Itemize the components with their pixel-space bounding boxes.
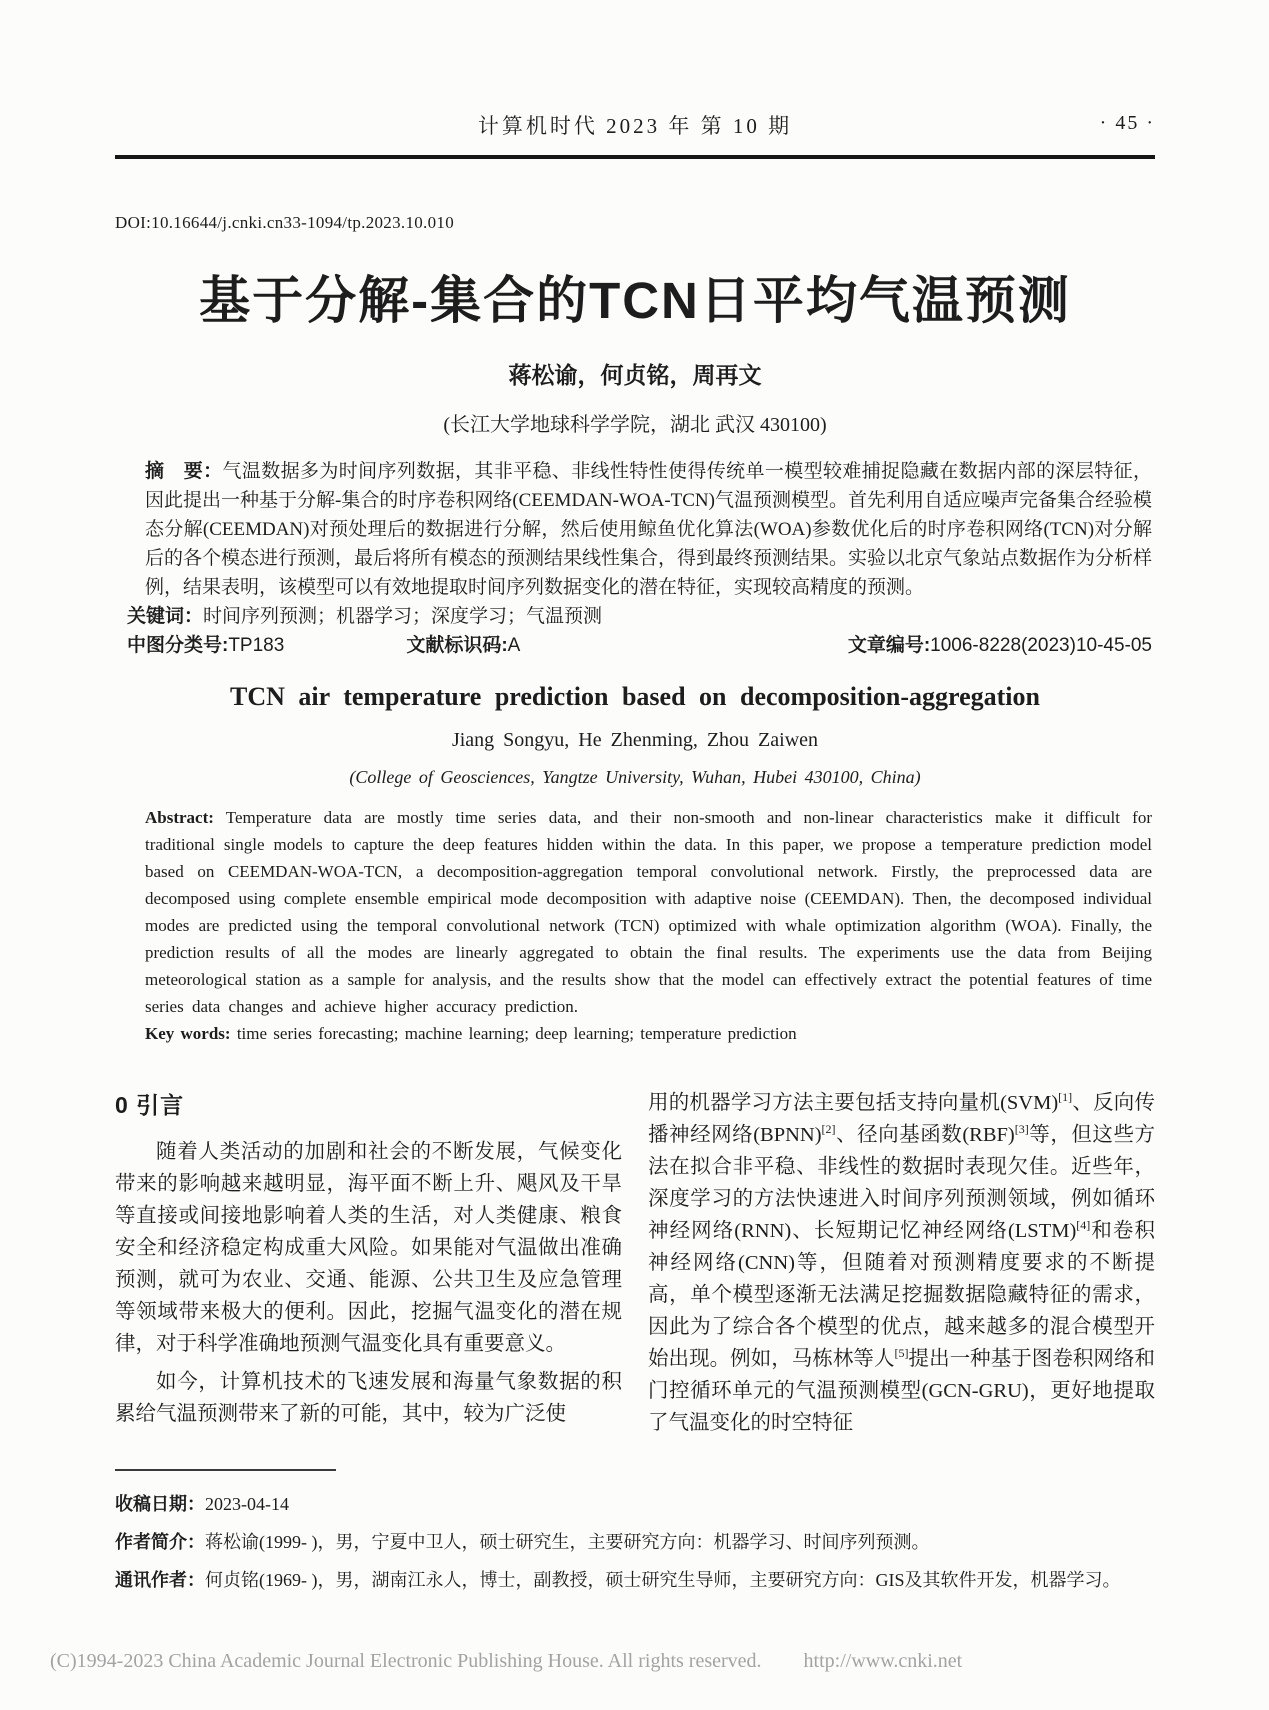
authors-cn: 蒋松谕，何贞铭，周再文 bbox=[508, 362, 762, 388]
citation-reference: [1] bbox=[1058, 1090, 1073, 1105]
copyright-text: (C)1994-2023 China Academic Journal Electronic Publishing House. All rights reserved. bbox=[50, 1650, 762, 1672]
article-id bbox=[848, 631, 1152, 660]
keywords-en bbox=[145, 1020, 1152, 1047]
affiliation-en: (College of Geosciences, Yangtze University, Wuhan, Hubei 430100, China) bbox=[349, 767, 921, 787]
abstract-cn bbox=[145, 457, 1152, 602]
citation-reference: [5] bbox=[894, 1346, 909, 1361]
page-number: · 45 · bbox=[1099, 112, 1155, 134]
corresponding-author-line bbox=[115, 1561, 1155, 1599]
corresponding-author-text: 何贞铭(1969- )，男，湖南江永人，博士，副教授，硕士研究生导师，主要研究方向：GIS及其软件开发，机器学习。 bbox=[205, 1570, 1121, 1590]
author-bio-text: 蒋松谕(1999- )，男，宁夏中卫人，硕士研究生，主要研究方向：机器学习、时间序列预测。 bbox=[205, 1532, 930, 1552]
intro-paragraph-2: 如今，计算机技术的飞速发展和海量气象数据的积累给气温预测带来了新的可能，其中，较为广泛使 bbox=[115, 1371, 622, 1425]
received-date-label: 收稿日期： bbox=[115, 1494, 205, 1514]
doi-line: DOI:10.16644/j.cnki.cn33-1094/tp.2023.10.010 bbox=[115, 213, 455, 232]
intro-paragraph-continued: 用的机器学习方法主要包括支持向量机(SVM)[1]、反向传播神经网络(BPNN)[2]、径向基函数(RBF)[3]等，但这些方法在拟合非平稳、非线性的数据时表现欠佳。近些年，深度学习的方法快速进入时间序列预测领域，例如循环神经网络(RNN)、长短期记忆神经网络(LSTM)[4]和卷积神经网络(CNN)等，但随着对预测精度要求的不断提高，单个模型逐渐无法满足挖掘数据隐藏特征的需求，因此为了综合各个模型的优点，越来越多的混合模型开始出现。例如，马栋林等人[5]提出一种基于图卷积网络和门控循环单元的气温预测模型(GCN-GRU)，更好地提取了气温变化的时空特征 bbox=[648, 1090, 1156, 1434]
document-code bbox=[406, 631, 520, 660]
author-bio-line bbox=[115, 1523, 1155, 1561]
header-rule bbox=[115, 155, 1155, 159]
citation-reference: [3] bbox=[1014, 1122, 1029, 1137]
left-column bbox=[115, 1087, 622, 1439]
footnote-separator bbox=[115, 1469, 336, 1471]
keywords-en-text: time series forecasting; machine learning; deep learning; temperature prediction bbox=[230, 1024, 797, 1043]
keywords-cn bbox=[127, 602, 1152, 631]
affiliation-cn: (长江大学地球科学学院，湖北 武汉 430100) bbox=[443, 414, 827, 436]
doc-code-value: A bbox=[507, 635, 521, 656]
article-id-value: 1006-8228(2023)10-45-05 bbox=[930, 635, 1152, 656]
article-title-cn: 基于分解-集合的TCN日平均气温预测 bbox=[199, 272, 1071, 329]
abstract-en-label: Abstract: bbox=[145, 808, 214, 827]
clc-label: 中图分类号: bbox=[127, 635, 229, 656]
footnotes bbox=[115, 1485, 1155, 1599]
right-column bbox=[648, 1087, 1155, 1439]
body-columns bbox=[115, 1087, 1155, 1439]
article-id-label: 文章编号: bbox=[847, 635, 931, 656]
received-date-value: 2023-04-14 bbox=[205, 1494, 289, 1514]
abstract-en-text: Temperature data are mostly time series data, and their non-smooth and non-linear characteristics make it difficult for traditional single models to capture the deep features hidden within the data. In this paper, we propose a temperature prediction model based on CEEMDAN-WOA-TCN, a decomposition-aggregation temporal convolutional network. Firstly, the preprocessed data are decomposed using complete ensemble empirical mode decomposition with adaptive noise (CEEMDAN). Then, the decomposed individual modes are predicted using the temporal convolutional network (TCN) optimized with whale optimization algorithm (WOA). Finally, the prediction results of all the modes are linearly aggregated to obtain the final results. The experiments use the data from Beijing meteorological station as a sample for analysis, and the results show that the model can effectively extract the potential features of time series data changes and achieve higher accuracy prediction. bbox=[145, 808, 1152, 1016]
keywords-en-label: Key words: bbox=[145, 1024, 231, 1043]
author-bio-label: 作者简介： bbox=[115, 1532, 205, 1552]
authors-en: Jiang Songyu, He Zhenming, Zhou Zaiwen bbox=[451, 729, 819, 751]
citation-reference: [4] bbox=[1076, 1218, 1091, 1233]
cnki-footer bbox=[50, 1650, 1229, 1673]
abstract-cn-label: 摘 要： bbox=[145, 461, 223, 482]
section-heading-introduction: 0 引言 bbox=[115, 1092, 185, 1118]
classification-line bbox=[127, 631, 1152, 660]
keywords-cn-label: 关键词： bbox=[127, 606, 204, 627]
received-date-line bbox=[115, 1485, 1155, 1523]
page-header bbox=[115, 0, 1155, 159]
clc-number bbox=[127, 631, 284, 660]
abstract-en bbox=[145, 804, 1152, 1020]
corresponding-author-label: 通讯作者： bbox=[115, 1570, 205, 1590]
intro-paragraph-1: 随着人类活动的加剧和社会的不断发展，气候变化带来的影响越来越明显，海平面不断上升、飓风及干旱等直接或间接地影响着人类的生活，对人类健康、粮食安全和经济稳定构成重大风险。如果能对气温做出准确预测，就可为农业、交通、能源、公共卫生及应急管理等领域带来极大的便利。因此，挖掘气温变化的潜在规律，对于科学准确地预测气温变化具有重要意义。 bbox=[115, 1141, 622, 1355]
abstract-cn-text: 气温数据多为时间序列数据，其非平稳、非线性特性使得传统单一模型较难捕捉隐藏在数据内部的深层特征，因此提出一种基于分解-集合的时序卷积网络(CEEMDAN-WOA-TCN)气温预测模型。首先利用自适应噪声完备集合经验模态分解(CEEMDAN)对预处理后的数据进行分解，然后使用鲸鱼优化算法(WOA)参数优化后的时序卷积网络(TCN)对分解后的各个模态进行预测，最后将所有模态的预测结果线性集合，得到最终预测结果。实验以北京气象站点数据作为分析样例，结果表明，该模型可以有效地提取时间序列数据变化的潜在特征，实现较高精度的预测。 bbox=[145, 461, 1153, 598]
keywords-cn-text: 时间序列预测；机器学习；深度学习；气温预测 bbox=[203, 606, 603, 627]
doc-code-label: 文献标识码: bbox=[406, 635, 508, 656]
journal-title: 计算机时代 2023 年 第 10 期 bbox=[477, 114, 793, 138]
article-title-en: TCN air temperature prediction based on decomposition-aggregation bbox=[230, 682, 1040, 711]
citation-reference: [2] bbox=[821, 1122, 836, 1137]
cnki-url: http://www.cnki.net bbox=[803, 1650, 963, 1672]
clc-value: TP183 bbox=[228, 635, 285, 656]
